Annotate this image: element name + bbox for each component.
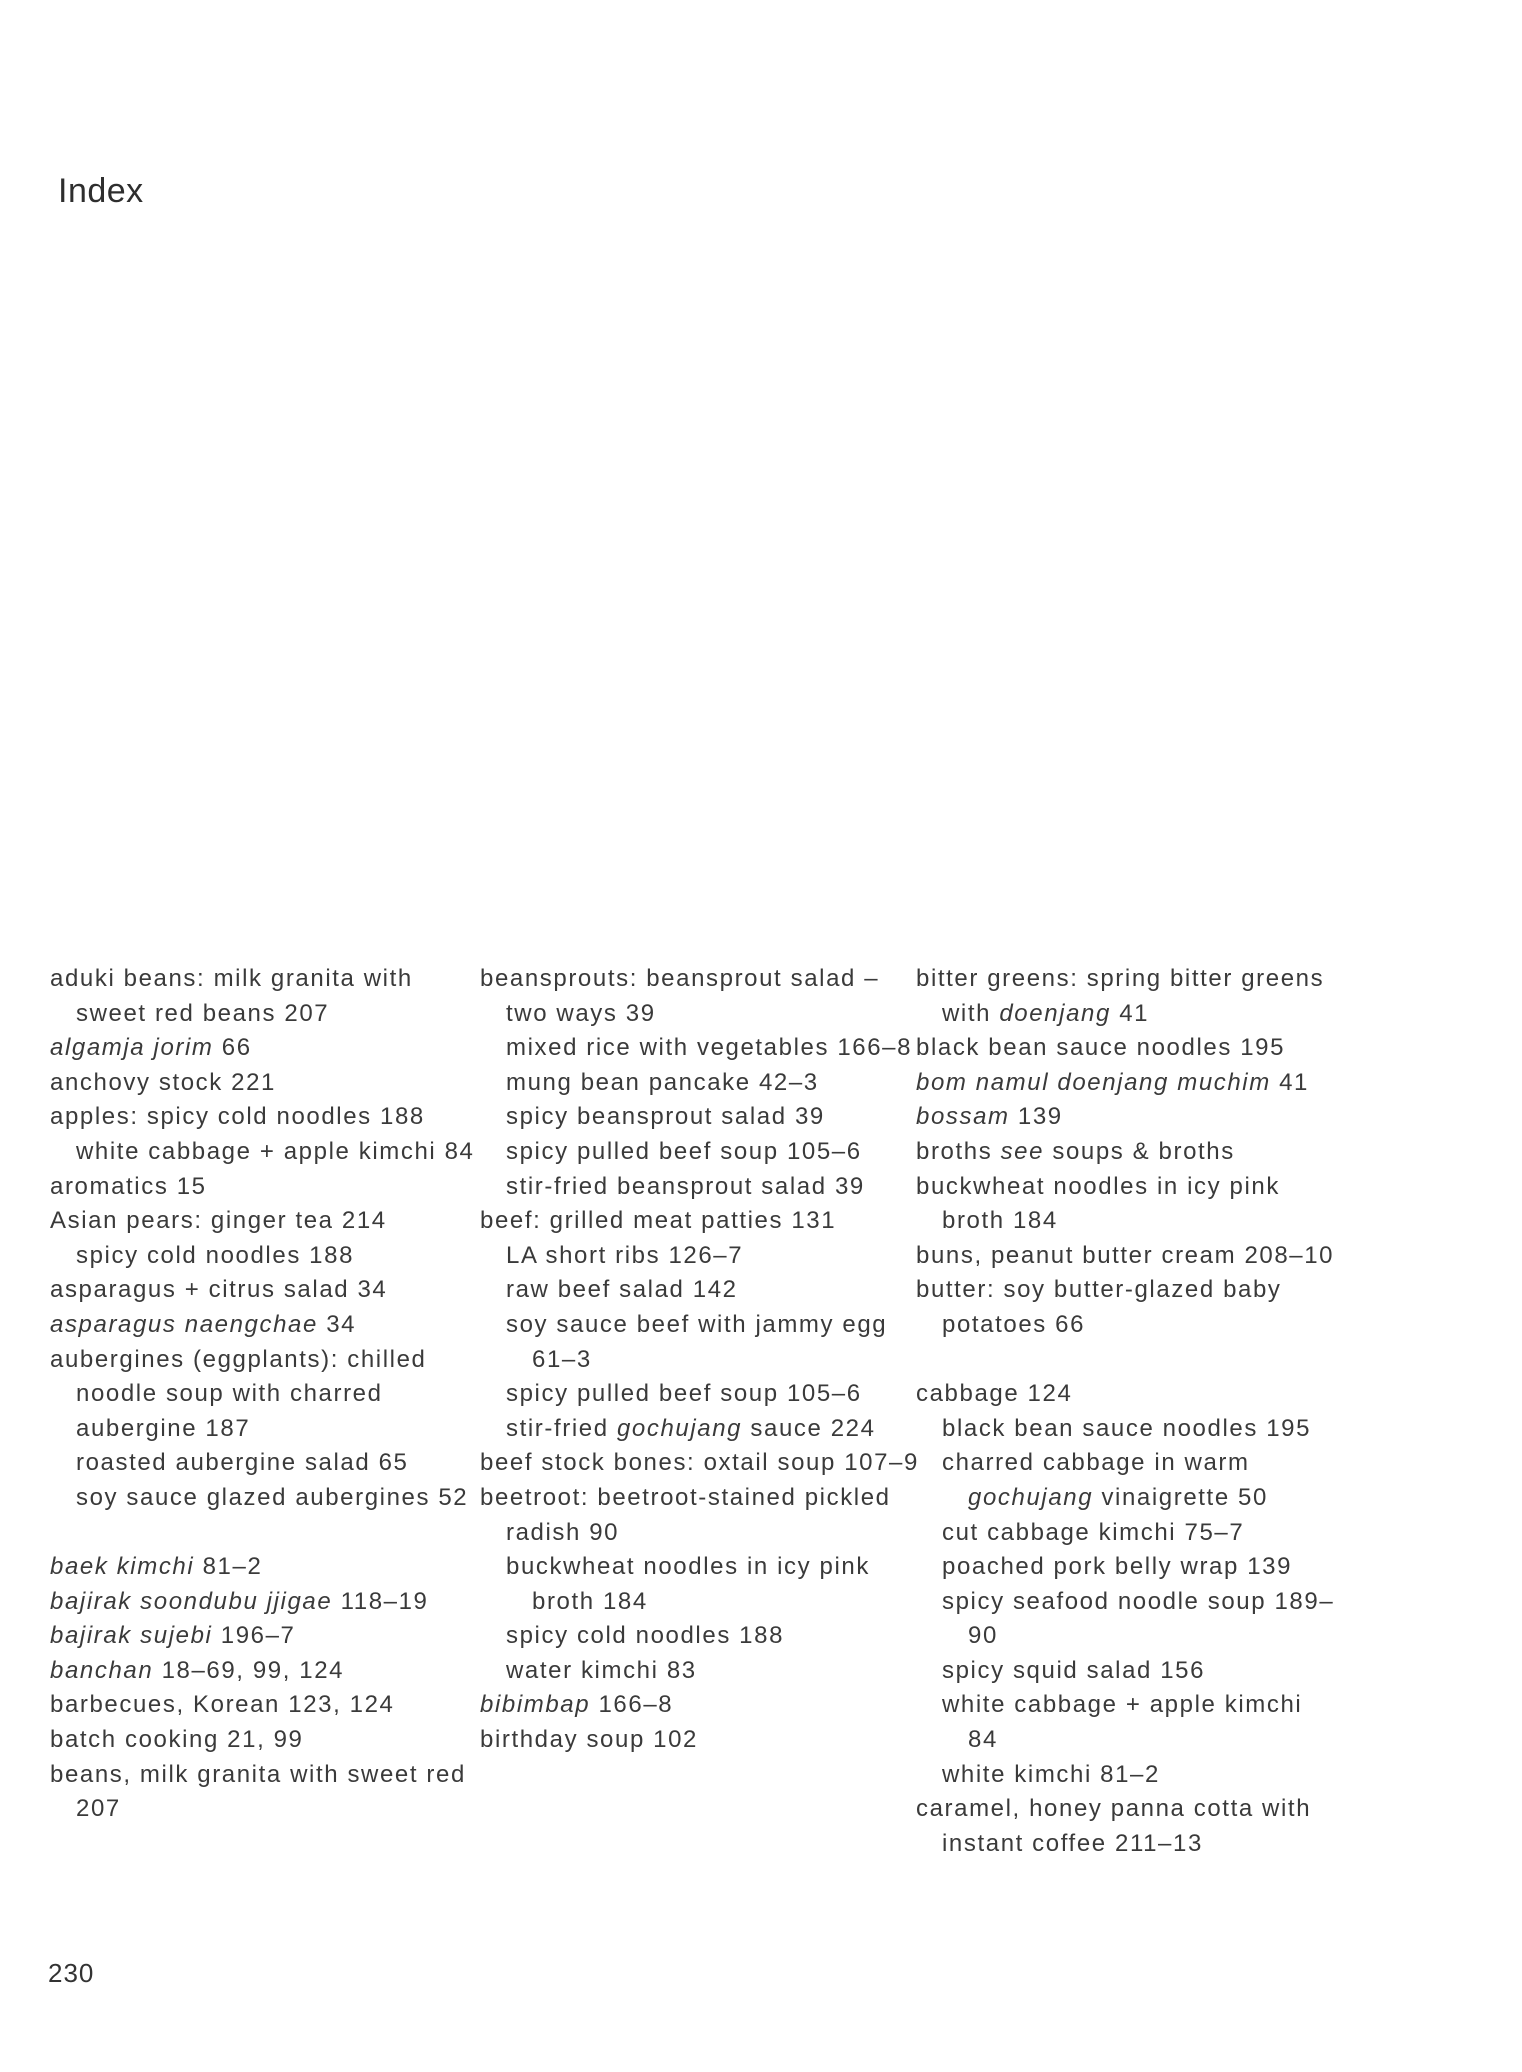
entry-text: poached pork belly wrap 139 xyxy=(942,1553,1293,1581)
index-entry xyxy=(480,1308,920,1377)
entry-text: water kimchi 83 xyxy=(506,1656,697,1684)
index-entry xyxy=(50,1031,490,1066)
index-entry xyxy=(480,1412,920,1447)
entry-text: beansprouts: beansprout salad – two ways 39 xyxy=(480,965,880,1027)
entry-text: apples: spicy cold noodles 188 xyxy=(50,1103,425,1131)
index-entry xyxy=(916,1792,1336,1861)
entry-text: 81–2 xyxy=(194,1553,263,1581)
index-entry xyxy=(916,1585,1336,1654)
index-entry xyxy=(50,1550,490,1585)
index-entry xyxy=(480,1446,920,1481)
entry-text: 41 xyxy=(1110,999,1150,1027)
entry-text: caramel, honey panna cotta with instant coffee 211–13 xyxy=(916,1795,1312,1857)
index-column-1 xyxy=(50,962,490,1827)
entry-text: bitter greens: spring bitter greens with xyxy=(916,965,1325,1027)
entry-text: anchovy stock 221 xyxy=(50,1068,276,1096)
entry-text: asparagus + citrus salad 34 xyxy=(50,1276,388,1304)
entry-text: mung bean pancake 42–3 xyxy=(506,1068,819,1096)
index-entry xyxy=(916,1654,1336,1689)
index-entry xyxy=(480,1031,920,1066)
entry-text: 118–19 xyxy=(332,1587,429,1615)
index-entry xyxy=(480,962,920,1031)
index-entry xyxy=(50,1446,490,1481)
entry-text: aromatics 15 xyxy=(50,1172,207,1200)
index-entry xyxy=(916,1688,1336,1757)
index-entry xyxy=(480,1204,920,1239)
index-entry xyxy=(480,1550,920,1619)
entry-term-italic: doenjang xyxy=(999,999,1111,1027)
index-entry xyxy=(50,1204,490,1239)
entry-text: 41 xyxy=(1270,1068,1310,1096)
entry-text: beef: grilled meat patties 131 xyxy=(480,1207,837,1235)
index-entry xyxy=(916,1135,1336,1170)
entry-text: black bean sauce noodles 195 xyxy=(916,1034,1286,1062)
entry-term-italic: bom namul doenjang muchim xyxy=(916,1068,1271,1096)
entry-text: raw beef salad 142 xyxy=(506,1276,738,1304)
index-entry xyxy=(480,1170,920,1205)
entry-text: spicy pulled beef soup 105–6 xyxy=(506,1380,862,1408)
page-number: 230 xyxy=(48,1958,95,1988)
index-entry xyxy=(50,1619,490,1654)
entry-term-italic: banchan xyxy=(50,1656,154,1684)
index-entry xyxy=(480,1481,920,1550)
entry-text: soups & broths xyxy=(1044,1137,1235,1165)
entry-text: charred cabbage in warm xyxy=(942,1449,1250,1477)
entry-text: roasted aubergine salad 65 xyxy=(76,1449,409,1477)
entry-text: sauce 224 xyxy=(742,1414,876,1442)
index-entry xyxy=(50,1135,490,1170)
index-entry xyxy=(916,1031,1336,1066)
entry-text: beef stock bones: oxtail soup 107–9 xyxy=(480,1449,919,1477)
entry-term-italic: gochujang xyxy=(616,1414,743,1442)
entry-text: buns, peanut butter cream 208–10 xyxy=(916,1241,1335,1269)
entry-text: vinaigrette 50 xyxy=(1093,1483,1268,1511)
entry-text: spicy pulled beef soup 105–6 xyxy=(506,1137,862,1165)
index-entry xyxy=(480,1654,920,1689)
index-entry xyxy=(480,1100,920,1135)
index-entry xyxy=(916,1412,1336,1447)
entry-text: beans, milk granita with sweet red 207 xyxy=(50,1760,466,1823)
entry-text: buckwheat noodles in icy pink broth 184 xyxy=(916,1172,1280,1235)
entry-text: 139 xyxy=(1009,1103,1063,1131)
index-entry xyxy=(50,1100,490,1135)
index-entry xyxy=(916,1377,1336,1412)
index-entry xyxy=(50,1688,490,1723)
entry-term-italic: asparagus naengchae xyxy=(50,1310,318,1338)
index-entry xyxy=(50,1273,490,1308)
index-entry xyxy=(916,1516,1336,1551)
page-title: Index xyxy=(58,172,144,210)
index-entry xyxy=(480,1377,920,1412)
index-entry xyxy=(480,1688,920,1723)
entry-text: aubergines (eggplants): chilled noodle soup with charred aubergine 187 xyxy=(50,1345,427,1442)
entry-text: spicy cold noodles 188 xyxy=(506,1622,785,1650)
index-entry xyxy=(480,1619,920,1654)
entry-text: 196–7 xyxy=(212,1622,296,1650)
entry-text: soy sauce beef with jammy egg 61–3 xyxy=(506,1310,888,1373)
entry-text: spicy squid salad 156 xyxy=(942,1656,1206,1684)
entry-text: LA short ribs 126–7 xyxy=(506,1241,744,1269)
index-entry xyxy=(50,1654,490,1689)
index-entry xyxy=(50,1343,490,1447)
index-entry xyxy=(50,962,490,1031)
entry-text: black bean sauce noodles 195 xyxy=(942,1414,1312,1442)
index-entry xyxy=(916,1273,1336,1342)
index-entry xyxy=(480,1066,920,1101)
entry-term-italic: bossam xyxy=(916,1103,1010,1131)
entry-term-italic: see xyxy=(1000,1137,1045,1165)
index-entry xyxy=(50,1585,490,1620)
entry-text: buckwheat noodles in icy pink broth 184 xyxy=(506,1553,870,1615)
entry-text: butter: soy butter-glazed baby potatoes 66 xyxy=(916,1276,1282,1338)
index-entry xyxy=(916,962,1336,1031)
entry-text: aduki beans: milk granita with sweet red beans 207 xyxy=(50,965,413,1027)
entry-term-italic: gochujang xyxy=(968,1483,1094,1511)
index-entry xyxy=(50,1481,490,1516)
entry-text: 34 xyxy=(317,1310,357,1338)
index-entry xyxy=(916,1446,1336,1515)
entry-text: cut cabbage kimchi 75–7 xyxy=(942,1518,1245,1546)
index-entry xyxy=(480,1135,920,1170)
entry-text: barbecues, Korean 123, 124 xyxy=(50,1691,395,1719)
entry-text: Asian pears: ginger tea 214 xyxy=(50,1207,387,1235)
entry-term-italic: bibimbap xyxy=(480,1691,591,1719)
entry-term-italic: baek kimchi xyxy=(50,1553,195,1581)
index-entry xyxy=(916,1550,1336,1585)
entry-text: white cabbage + apple kimchi 84 xyxy=(942,1691,1303,1754)
index-entry xyxy=(50,1723,490,1758)
index-column-2 xyxy=(480,962,920,1758)
index-entry xyxy=(480,1239,920,1274)
index-entry xyxy=(916,1758,1336,1793)
index-entry xyxy=(50,1066,490,1101)
entry-text: 166–8 xyxy=(590,1691,674,1719)
index-entry xyxy=(50,1239,490,1274)
index-entry xyxy=(916,1170,1336,1239)
entry-text: soy sauce glazed aubergines 52 xyxy=(76,1483,469,1511)
entry-text: white cabbage + apple kimchi 84 xyxy=(76,1137,475,1165)
entry-text: spicy seafood noodle soup 189–90 xyxy=(942,1587,1335,1650)
entry-text: broths xyxy=(916,1137,1001,1165)
entry-term-italic: bajirak soondubu jjigae xyxy=(50,1587,333,1615)
entry-text: spicy beansprout salad 39 xyxy=(506,1103,825,1131)
index-entry xyxy=(480,1273,920,1308)
entry-text: white kimchi 81–2 xyxy=(942,1760,1160,1788)
index-entry xyxy=(50,1170,490,1205)
entry-text: beetroot: beetroot-stained pickled radish 90 xyxy=(480,1483,891,1546)
index-entry xyxy=(480,1723,920,1758)
entry-text: mixed rice with vegetables 166–8 xyxy=(506,1034,913,1062)
entry-text: batch cooking 21, 99 xyxy=(50,1726,304,1754)
entry-term-italic: bajirak sujebi xyxy=(50,1622,213,1650)
index-column-3 xyxy=(916,962,1336,1861)
index-entry xyxy=(50,1308,490,1343)
entry-text: birthday soup 102 xyxy=(480,1726,699,1754)
entry-text: spicy cold noodles 188 xyxy=(76,1241,355,1269)
index-entry xyxy=(916,1066,1336,1101)
index-entry xyxy=(916,1100,1336,1135)
index-entry xyxy=(916,1239,1336,1274)
entry-text: 18–69, 99, 124 xyxy=(153,1656,345,1684)
entry-text: stir-fried xyxy=(506,1414,617,1442)
entry-text: cabbage 124 xyxy=(916,1380,1073,1408)
entry-text: 66 xyxy=(213,1034,252,1062)
entry-text: stir-fried beansprout salad 39 xyxy=(506,1172,865,1200)
entry-term-italic: algamja jorim xyxy=(50,1034,214,1062)
index-entry xyxy=(50,1758,490,1827)
